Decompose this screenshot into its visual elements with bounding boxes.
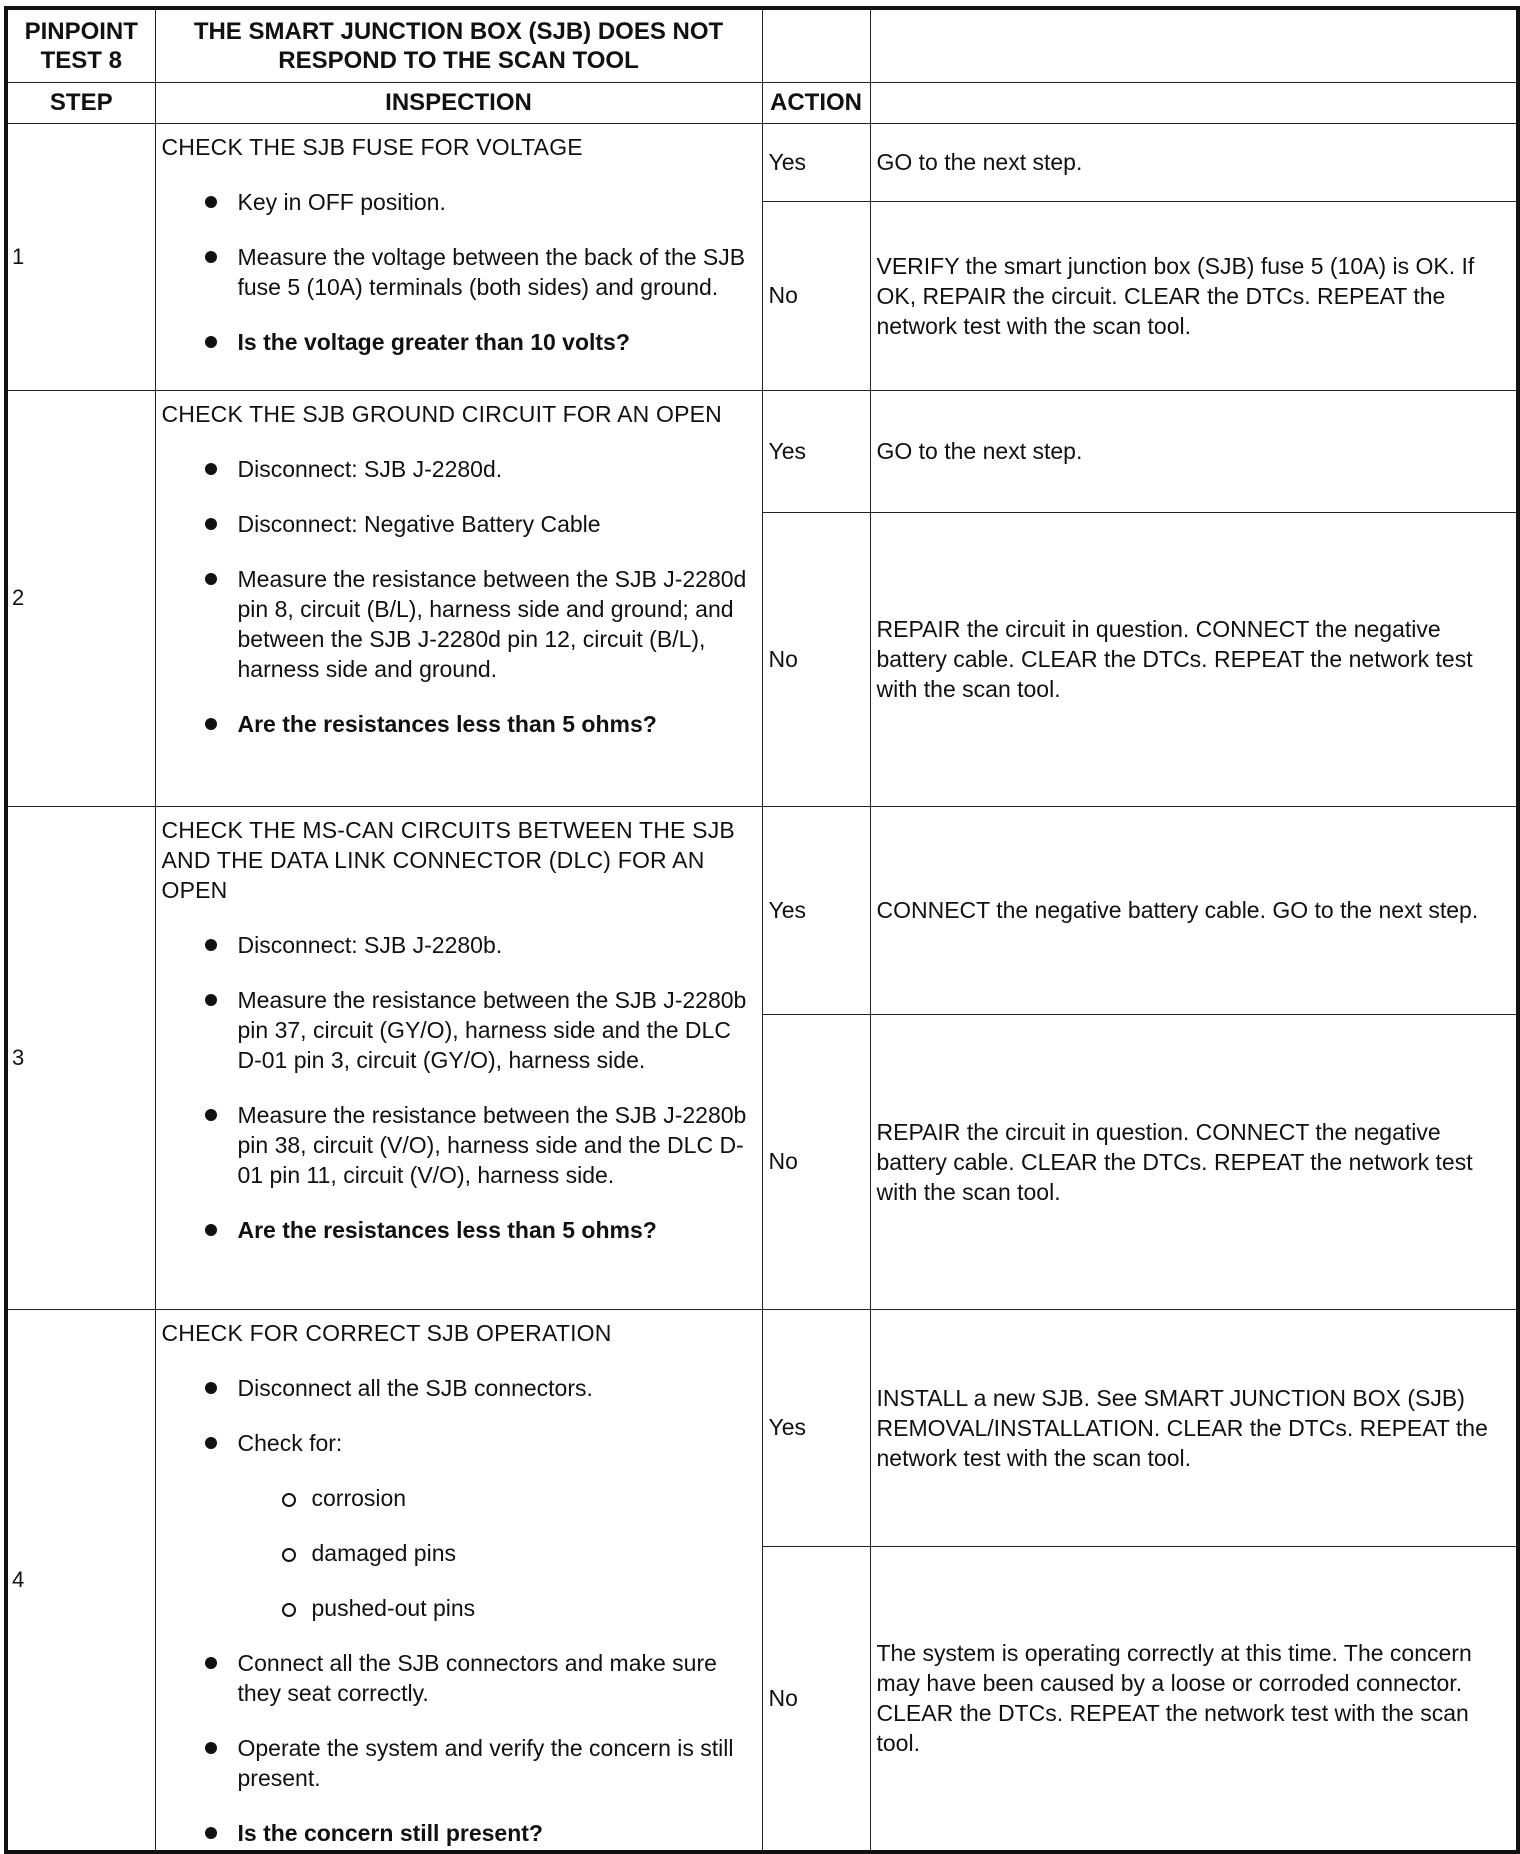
bullet-item: Measure the resistance between the SJB J-2280b pin 38, circuit (V/O), harness side and the DLC D-01 pin 11, circuit (V/O), harness side.	[162, 1100, 756, 1190]
step-question: Are the resistances less than 5 ohms?	[162, 709, 756, 739]
step-number: 4	[6, 1309, 155, 1852]
pinpoint-test-title: THE SMART JUNCTION BOX (SJB) DOES NOT RESPOND TO THE SCAN TOOL	[155, 8, 762, 82]
answer-yes: Yes	[762, 806, 870, 1014]
bullet-item: Operate the system and verify the concern is still present.	[162, 1733, 756, 1793]
bullet-list	[162, 930, 756, 1245]
inspection-cell	[155, 1309, 762, 1852]
bullet-list	[162, 1373, 756, 1848]
answer-yes: Yes	[762, 1309, 870, 1546]
bullet-item: Disconnect: SJB J-2280d.	[162, 454, 756, 484]
pinpoint-test-table	[4, 6, 1520, 1854]
sub-bullet-item: pushed-out pins	[162, 1593, 756, 1623]
bullet-item: Disconnect all the SJB connectors.	[162, 1373, 756, 1403]
answer-no: No	[762, 512, 870, 806]
sub-bullet-item: damaged pins	[162, 1538, 756, 1568]
column-header-step: STEP	[6, 82, 155, 123]
step-question: Is the concern still present?	[162, 1818, 756, 1848]
check-title: CHECK THE SJB FUSE FOR VOLTAGE	[161, 133, 583, 160]
bullet-list	[162, 187, 756, 357]
step-2-yes-row	[6, 390, 1518, 512]
check-title: CHECK FOR CORRECT SJB OPERATION	[161, 1319, 612, 1346]
bullet-item: Disconnect: Negative Battery Cable	[162, 509, 756, 539]
action-yes: CONNECT the negative battery cable. GO to the next step.	[870, 806, 1518, 1014]
check-title: CHECK THE MS-CAN CIRCUITS BETWEEN THE SJB AND THE DATA LINK CONNECTOR (DLC) FOR AN OPEN	[161, 816, 735, 903]
action-no: VERIFY the smart junction box (SJB) fuse 5 (10A) is OK. If OK, REPAIR the circuit. CLEAR the DTCs. REPEAT the network test with the scan tool.	[870, 201, 1518, 390]
answer-no: No	[762, 1014, 870, 1309]
bullet-list	[162, 454, 756, 739]
header-row	[6, 8, 1518, 82]
check-title: CHECK THE SJB GROUND CIRCUIT FOR AN OPEN	[161, 400, 722, 427]
step-question: Are the resistances less than 5 ohms?	[162, 1215, 756, 1245]
step-number: 2	[6, 390, 155, 806]
answer-yes: Yes	[762, 390, 870, 512]
action-no: REPAIR the circuit in question. CONNECT the negative battery cable. CLEAR the DTCs. REPEAT the network test with the scan tool.	[870, 512, 1518, 806]
inspection-cell	[155, 390, 762, 806]
answer-no: No	[762, 1546, 870, 1852]
step-number: 1	[6, 123, 155, 390]
action-no: REPAIR the circuit in question. CONNECT the negative battery cable. CLEAR the DTCs. REPEAT the network test with the scan tool.	[870, 1014, 1518, 1309]
action-yes: GO to the next step.	[870, 390, 1518, 512]
bullet-item: Measure the voltage between the back of the SJB fuse 5 (10A) terminals (both sides) and ground.	[162, 242, 756, 302]
bullet-item: Measure the resistance between the SJB J-2280d pin 8, circuit (B/L), harness side and ground; and between the SJB J-2280d pin 12, circuit (B/L), harness side and ground.	[162, 564, 756, 684]
action-yes: GO to the next step.	[870, 123, 1518, 201]
inspection-cell	[155, 806, 762, 1309]
bullet-item: Disconnect: SJB J-2280b.	[162, 930, 756, 960]
bullet-item: Key in OFF position.	[162, 187, 756, 217]
step-3-yes-row	[6, 806, 1518, 1014]
step-number: 3	[6, 806, 155, 1309]
bullet-item: Measure the resistance between the SJB J-2280b pin 37, circuit (GY/O), harness side and the DLC D-01 pin 3, circuit (GY/O), harness side.	[162, 985, 756, 1075]
action-yes: INSTALL a new SJB. See SMART JUNCTION BOX (SJB) REMOVAL/INSTALLATION. CLEAR the DTCs. REPEAT the network test with the scan tool.	[870, 1309, 1518, 1546]
column-header-inspection: INSPECTION	[155, 82, 762, 123]
step-question: Is the voltage greater than 10 volts?	[162, 327, 756, 357]
pinpoint-test-label: PINPOINT TEST 8	[6, 8, 155, 82]
column-header-action: ACTION	[762, 82, 870, 123]
sub-bullet-item: corrosion	[162, 1483, 756, 1513]
bullet-item: Connect all the SJB connectors and make sure they seat correctly.	[162, 1648, 756, 1708]
action-no: The system is operating correctly at this time. The concern may have been caused by a loose or corroded connector. CLEAR the DTCs. REPEAT the network test with the scan tool.	[870, 1546, 1518, 1852]
inspection-cell	[155, 123, 762, 390]
bullet-item: Check for:	[162, 1428, 756, 1458]
step-1-yes-row	[6, 123, 1518, 201]
answer-yes: Yes	[762, 123, 870, 201]
answer-no: No	[762, 201, 870, 390]
column-header-row	[6, 82, 1518, 123]
step-4-yes-row	[6, 1309, 1518, 1546]
